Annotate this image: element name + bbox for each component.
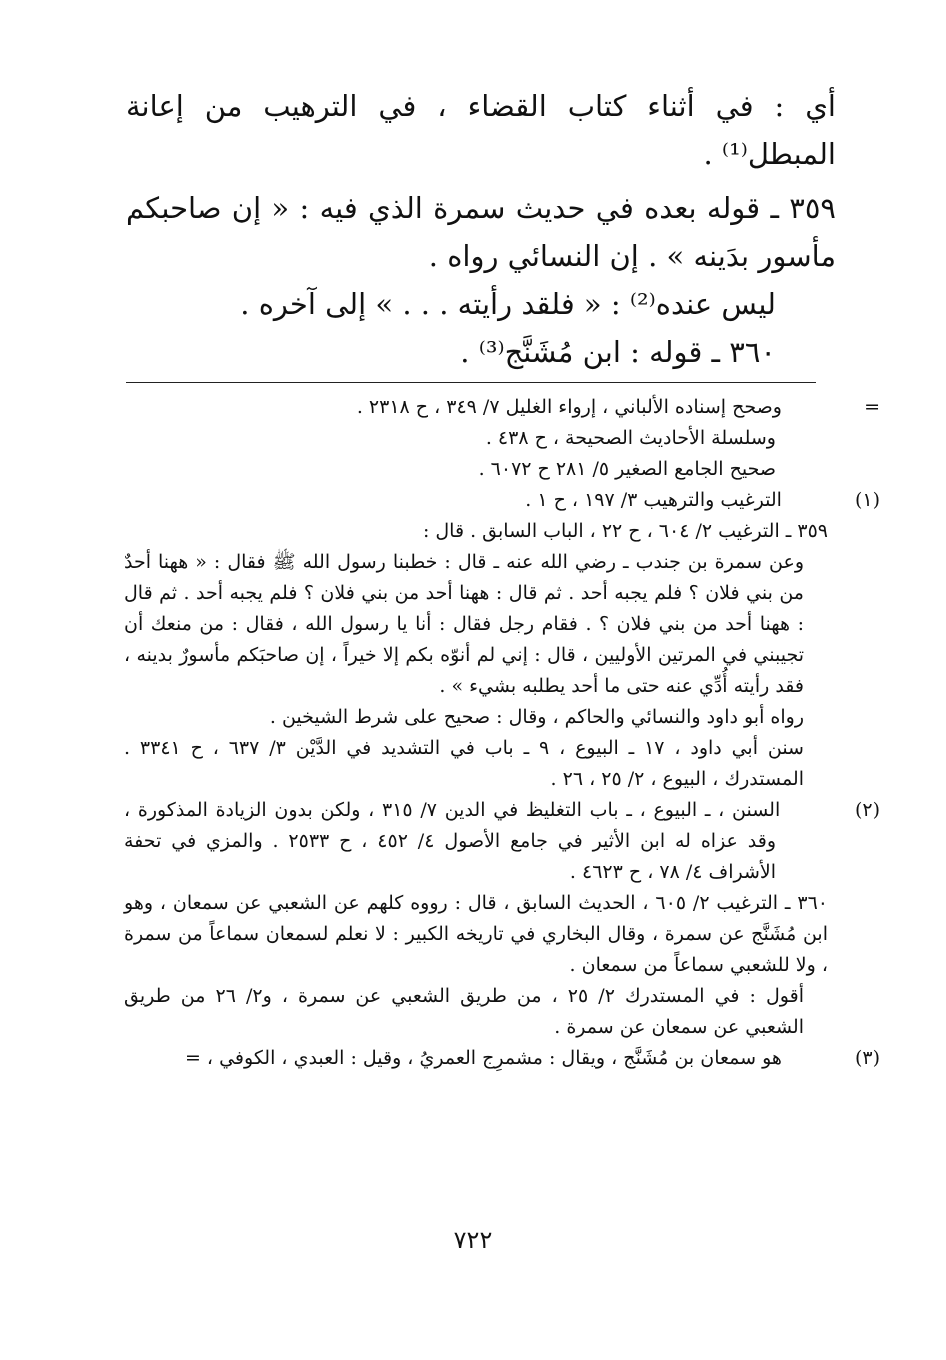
footnote-2-number: (٢) bbox=[854, 799, 880, 821]
footnote-3 bbox=[124, 1043, 880, 1074]
intro-paragraph: أي : في أثناء كتاب القضاء ، في الترهيب من إعانة المبطل⁽¹⁾ . bbox=[126, 89, 836, 171]
entry-360 bbox=[126, 328, 836, 376]
entry-359-note bbox=[126, 280, 836, 328]
entry-359-note-text: ليس عنده⁽²⁾ : « فلقد رأيته . . . » إلى آخره . bbox=[240, 287, 776, 321]
footnote-3-number: (٣) bbox=[854, 1047, 880, 1069]
note-359-body: وعن سمرة بن جندب ـ رضي الله عنه ـ قال : خطبنا رسول الله ﷺ فقال : « ههنا أحدٌ من بني فلان ؟ فلم يجبه أحد . ثم قال : ههنا أحد من بني فلان ؟ فلم يجبه أحد . ثم قال : ههنا أحد من بني فلان ؟ . فقام رجل فقال : أنا يا رسول الله ، فقال : من منعك أن تجيبني في المرتين الأوليين ، قال : إني لم أنوّه بكم إلا خيراً ، إن صاحبَكم مأسورٌ بدينه ، فقد رأيته أُدِّي عنه حتى ما أحد يطلبه بشيء » . bbox=[124, 551, 804, 697]
note-360-head: ٣٦٠ ـ الترغيب ٢/ ٦٠٥ ، الحديث السابق ، قال : رووه كلهم عن الشعبي عن سمعان ، وهو ابن مُشَنَّج عن سمرة ، وقال البخاري في تاريخه الكبير : لا نعلم لسمعان سماعاً من سمرة ، ولا للشعبي سماعاً من سمعان . bbox=[124, 892, 828, 976]
main-text-line-1 bbox=[126, 82, 836, 178]
note-359-head: ٣٥٩ ـ الترغيب ٢/ ٦٠٤ ، ح ٢٢ ، الباب السابق . قال : bbox=[422, 520, 828, 542]
note-359-comment-1: رواه أبو داود والنسائي والحاكم ، وقال : صحيح على شرط الشيخين . bbox=[269, 706, 804, 728]
entry-360-text: ٣٦٠ ـ قوله : ابن مُشَنَّج⁽³⁾ . bbox=[460, 335, 776, 369]
footnote-1-number: (١) bbox=[854, 489, 880, 511]
page-number: ٧٢٢ bbox=[453, 1226, 493, 1254]
footnote-3-text: هو سمعان بن مُشَنَّج ، ويقال : مشمرِج العمريُ ، وقيل : العبدي ، الكوفي ، = bbox=[184, 1047, 782, 1069]
footnote-continuation-2: وسلسلة الأحاديث الصحيحة ، ح ٤٣٨ . bbox=[485, 427, 776, 449]
entry-359 bbox=[126, 184, 836, 280]
footnote-1 bbox=[124, 485, 880, 516]
footnote-continuation-3: صحيح الجامع الصغير ٥/ ٢٨١ ح ٦٠٧٢ . bbox=[478, 458, 776, 480]
footnote-continuation-1: = وصحح إسناده الألباني ، إرواء الغليل ٧/ ٣٤٩ ، ح ٢٣١٨ . bbox=[124, 392, 828, 423]
note-359-comment-2: سنن أبي داود ، ١٧ ـ البيوع ، ٩ ـ باب في التشديد في الدَّيْن ٣/ ٦٣٧ ، ح ٣٣٤١ . المستدرك ، البيوع ، ٢/ ٢٥ ، ٢٦ . bbox=[124, 737, 804, 790]
footnote-2-text: السنن ، ـ البيوع ، ـ باب التغليظ في الدين ٧/ ٣١٥ ، ولكن بدون الزيادة المذكورة ، وقد عزاه له ابن الأثير في جامع الأصول ٤/ ٤٥٢ ، ح ٢٥٣٣ . والمزي في تحفة الأشراف ٤/ ٧٨ ، ح ٤٦٢٣ . bbox=[124, 799, 781, 883]
footnotes-block bbox=[124, 392, 880, 1074]
entry-359-text: ٣٥٩ ـ قوله بعده في حديث سمرة الذي فيه : « إن صاحبكم مأسور بدَينه » . إن النسائي رواه . bbox=[126, 191, 836, 273]
footnote-2 bbox=[124, 795, 880, 888]
footnote-1-text: الترغيب والترهيب ٣/ ١٩٧ ، ح ١ . bbox=[525, 489, 782, 511]
footnote-separator bbox=[126, 382, 816, 383]
continuation-marker: = bbox=[864, 396, 880, 418]
note-360-comment: أقول : في المستدرك ٢/ ٢٥ ، من طريق الشعبي عن سمرة ، و٢/ ٢٦ من طريق الشعبي عن سمعان عن سمرة . bbox=[124, 985, 804, 1038]
